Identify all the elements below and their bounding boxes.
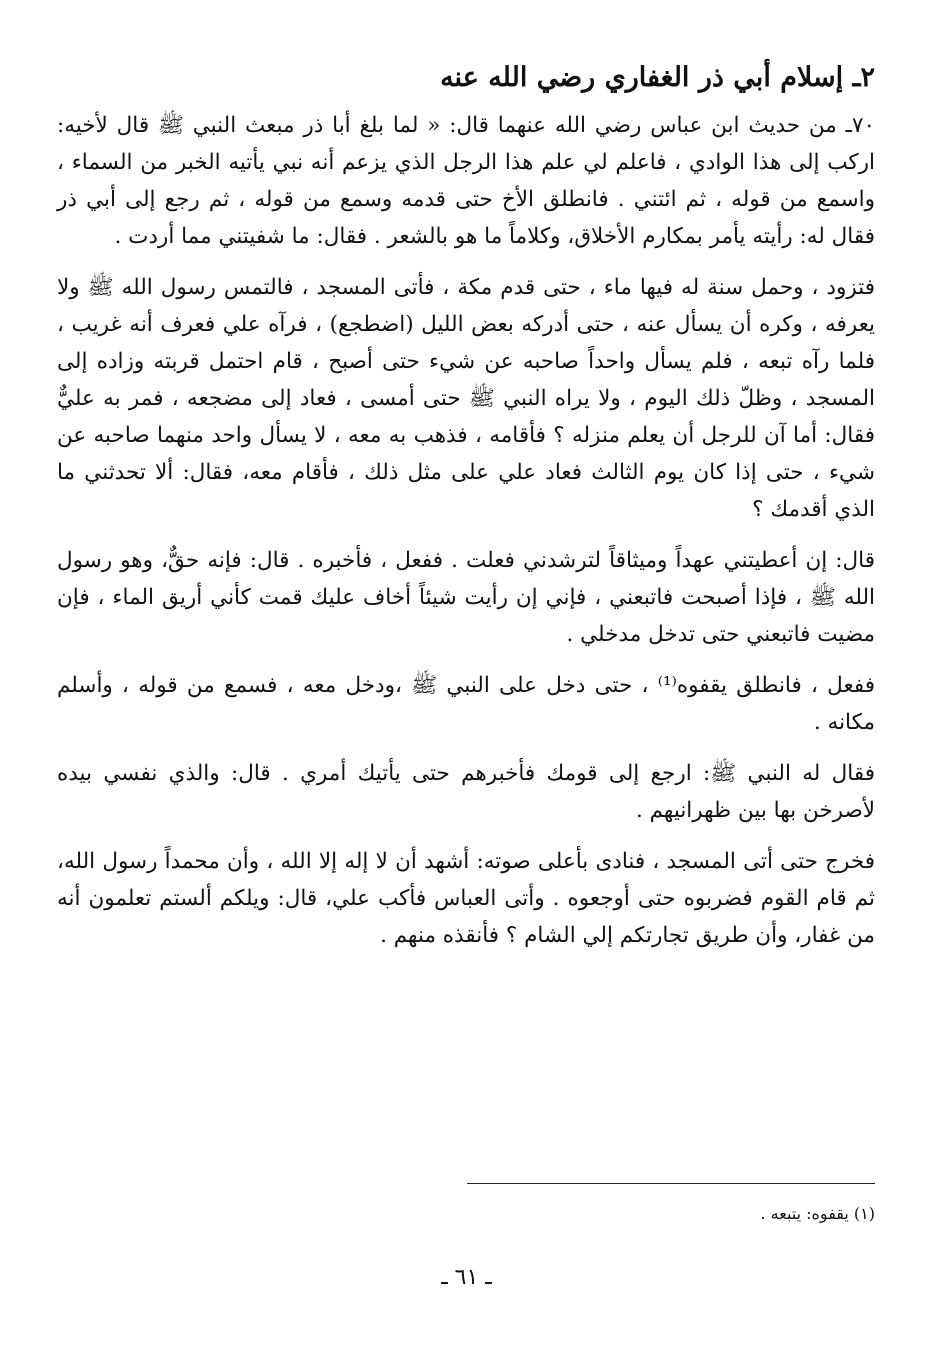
paragraph-2: فتزود ، وحمل سنة له فيها ماء ، حتى قدم مكة ، فأتى المسجد ، فالتمس رسول الله ﷺ ولا يعرفه ، وكره أن يسأل عنه ، حتى أدركه بعض الليل (اضطجع) ، فرآه علي فعرف أنه غريب ، فلما رآه تبعه ، فلم يسأل واحداً صاحبه عن شيء حتى أصبح ، قام احتمل قربته وزاده إلى المسجد ، وظلّ ذلك اليوم ، ولا يراه النبي ﷺ حتى أمسى ، فعاد إلى مضجعه ، فمر به عليٌّ فقال: أما آن للرجل أن يعلم منزله ؟ فأقامه ، فذهب به معه ، لا يسأل واحد منهما صاحبه عن شيء ، حتى إذا كان يوم الثالث فعاد علي على مثل ذلك ، فأقام معه، فقال: ألا تحدثني ما الذي أقدمك ؟	[57, 275, 875, 522]
paragraph-1: ٧٠ـ من حديث ابن عباس رضي الله عنهما قال: « لما بلغ أبا ذر مبعث النبي ﷺ قال لأخيه: اركب إلى هذا الوادي ، فاعلم لي علم هذا الرجل الذي يزعم أنه نبي يأتيه الخبر من السماء ، واسمع من قوله ، ثم ائتني . فانطلق الأخ حتى قدمه وسمع من قوله ، ثم رجع إلى أبي ذر فقال له: رأيته يأمر بمكارم الأخلاق، وكلاماً ما هو بالشعر . فقال: ما شفيتني مما أردت .	[57, 113, 875, 249]
body-text	[57, 107, 875, 968]
section-heading: ٢ـ إسلام أبي ذر الغفاري رضي الله عنه	[440, 62, 875, 93]
footnote-divider	[467, 1183, 875, 1184]
paragraph-3: قال: إن أعطيتني عهداً وميثاقاً لترشدني فعلت . ففعل ، فأخبره . قال: فإنه حقٌّ، وهو رسول الله ﷺ ، فإذا أصبحت فاتبعني ، فإني إن رأيت شيئاً أخاف عليك قمت كأني أريق الماء ، فإن مضيت فاتبعني حتى تدخل مدخلي .	[57, 548, 875, 647]
paragraph-6: فخرج حتى أتى المسجد ، فنادى بأعلى صوته: أشهد أن لا إله إلا الله ، وأن محمداً رسول الله، ثم قام القوم فضربوه حتى أوجعوه . وأتى العباس فأكب علي، قال: ويلكم ألستم تعلمون أنه من غفار، وأن طريق تجارتكم إلي الشام ؟ فأنقذه منهم .	[57, 849, 875, 948]
paragraph-4: ففعل ، فانطلق يقفوه⁽¹⁾ ، حتى دخل على النبي ﷺ ،ودخل معه ، فسمع من قوله ، وأسلم مكانه .	[57, 673, 875, 735]
page-number: ـ ٦١ ـ	[441, 1265, 492, 1290]
paragraph-5: فقال له النبي ﷺ: ارجع إلى قومك فأخبرهم حتى يأتيك أمري . قال: والذي نفسي بيده لأصرخن بها بين ظهرانيهم .	[57, 761, 875, 823]
footnote: (١) يقفوه: يتبعه .	[760, 1204, 875, 1223]
